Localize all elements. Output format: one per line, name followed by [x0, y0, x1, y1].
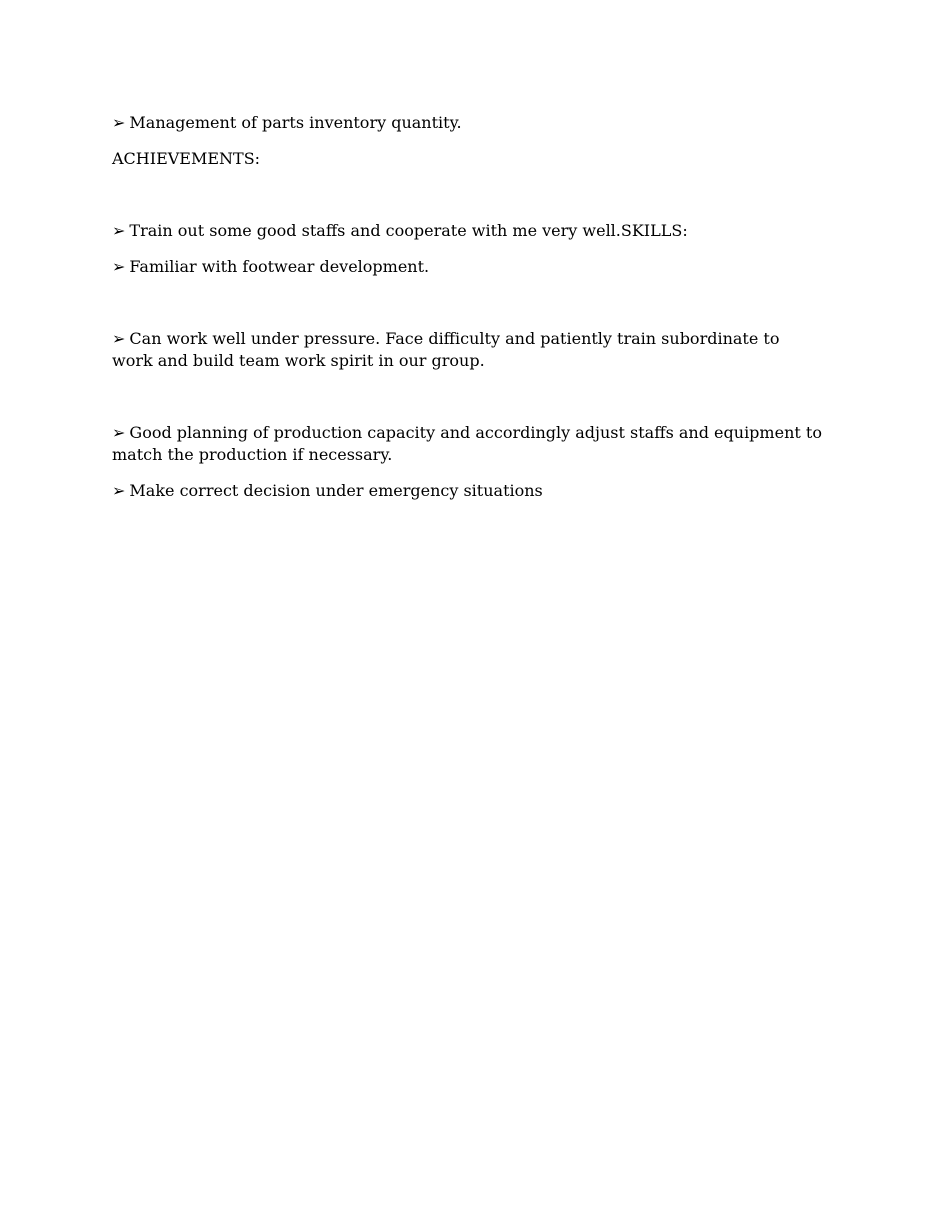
bullet-text: Management of parts inventory quantity. [129, 113, 462, 132]
bullet-item-pressure [112, 328, 824, 372]
arrow-bullet-icon: ➢ [112, 113, 126, 132]
arrow-bullet-icon: ➢ [112, 257, 126, 276]
document-body [112, 112, 824, 516]
bullet-item-decision [112, 480, 824, 502]
arrow-bullet-icon: ➢ [112, 481, 126, 500]
bullet-item-planning [112, 422, 824, 466]
bullet-item-footwear [112, 256, 824, 278]
arrow-bullet-icon: ➢ [112, 423, 126, 442]
bullet-text: Make correct decision under emergency situations [129, 481, 543, 500]
bullet-item-inventory [112, 112, 824, 134]
arrow-bullet-icon: ➢ [112, 221, 126, 240]
bullet-text: Familiar with footwear development. [129, 257, 430, 276]
bullet-item-train [112, 220, 824, 242]
arrow-bullet-icon: ➢ [112, 329, 126, 348]
blank-line [112, 184, 824, 220]
bullet-text: Can work well under pressure. Face difficulty and patiently train subordinate to work and build team work spirit in our group. [112, 329, 780, 370]
bullet-text: Train out some good staffs and cooperate with me very well.SKILLS: [129, 221, 688, 240]
blank-line [112, 386, 824, 422]
bullet-text: Good planning of production capacity and accordingly adjust staffs and equipment to match the production if necessary. [112, 423, 822, 464]
blank-line [112, 292, 824, 328]
section-heading-achievements: ACHIEVEMENTS: [112, 149, 261, 168]
